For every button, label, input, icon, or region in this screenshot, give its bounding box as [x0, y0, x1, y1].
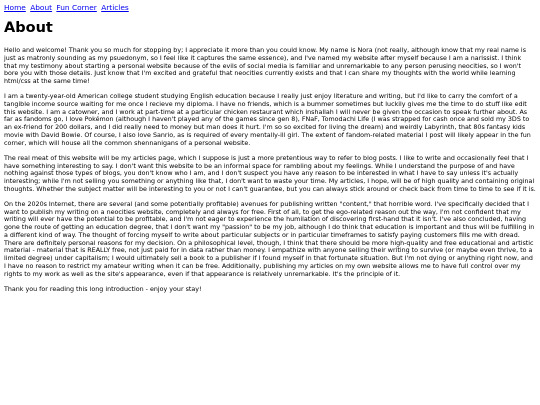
nav-link-home[interactable]: Home — [4, 3, 26, 12]
articles-paragraph: The real meat of this website will be my articles page, which I suppose is just a more pretentious way to refer to blog posts. I like to write and occasionally feel that I have something interesting to say. I don't want this website to be an informal space for rambling about my feelings. While I understand the purpose of and have nothing against those types of blogs, you don't know who I am, and I don't suspect you have any reason to be interested in what I have to say unless it's actually interesting; while I'm not selling you something or anything like that, I don't want to waste your time. My articles, I hope, will be of high quality and containing original thoughts. Whether the subject matter will be interesting to you or not I can't guarantee, but you can always stick around or check back from time to time to see if it is. — [4, 154, 536, 193]
nav-link-about[interactable]: About — [30, 3, 53, 12]
top-nav — [4, 3, 536, 13]
about-me-paragraph: I am a twenty-year-old American college student studying English education because I really just enjoy literature and writing, but I'd like to carry the comfort of a tangible income source waiting for me once I recieve my diploma. I have no friends, which is a bummer sometimes but luckily gives me the time to do stuff like edit this website. I am a catowner, and I work at part-time at a particular chicken restaurant which inshallah I will never be given the occasion to speak further about. As far as fandoms go, I love Pokémon (although I haven't played any of the games since gen 8), FNaF, Tomodachi Life (I was strapped for cash once and sold my 3DS to an ex-friend for 200 dollars, and I did really need to money but man does it hurt. I'm so so excited for living the dream) and weirdly Labyrinth, that 80s fantasy kids movie with David Bowie. Of course, I also love Sanrio, as is required of every mentally-ill girl. The extent of fandom-related material I post will likely appear in the fun corner, which will house all the common shennanigans of a personal website. — [4, 93, 531, 147]
nav-link-fun-corner[interactable]: Fun Corner — [56, 3, 97, 12]
closing-paragraph: Thank you for reading this long introduction - enjoy your stay! — [4, 285, 202, 293]
page-title: About — [4, 20, 53, 36]
publishing-paragraph: On the 2020s Internet, there are several (and some potentially profitable) avenues for publishing written "content," that horrible word. I've specifically decided that I want to publish my writing on a neocities website, completely and always for free. First of all, to get the ego-related reason out the way, I'm not confident that my writing will ever have the potential to be profitable, and I'm not eager to experience the humilation of discovering first-hand that it isn't. I've also concluded, having gone the route of getting an education degree, that I don't want my "passion" to be my job, although I do think that education is important and thus will be fulfilling in a different kind of way. The thought of forcing myself to write about particular subjects or in particular timeframes to satisfy paying customers fills me with dread. There are definitely personal reasons for my decision. On a philosophical level, though, I think that there should be more high-quality and free educational and artistic material - material that is REALLY free, not just paid for in data rather than money. I empathize with anyone selling their writing to survive (or maybe even thrive, to a limited degree) under capitalism; I would ultimately sell a book to a publisher if I found myself in that fortunate situation. But I'm not dying or anything right now, and I have no reason to restrict my amateur writing when it can be free. Additionally, publishing my articles on my own website allows me to have full control over my rights to my work as well as the site's appearance, even if that appearance is relatively unremarkable. It's the principle of it. — [4, 200, 535, 278]
nav-link-articles[interactable]: Articles — [101, 3, 129, 12]
intro-paragraph: Hello and welcome! Thank you so much for stopping by; I appreciate it more than you could know. My name is Nora (not really, although know that my real name is just as matronly sounding as my psuedonym, so I feel like it captures the same essence), and I've named my website after myself because I am a narissist. I think that my testimony about starting a personal website because of the evils of social media is familiar and unremarkable to any person perusing neocities, so I won't bore you with those details. Just know that I'm excited and grateful that neocities currently exists and that I can share my thoughts with the world while learning html/css at the same time! — [4, 47, 526, 85]
